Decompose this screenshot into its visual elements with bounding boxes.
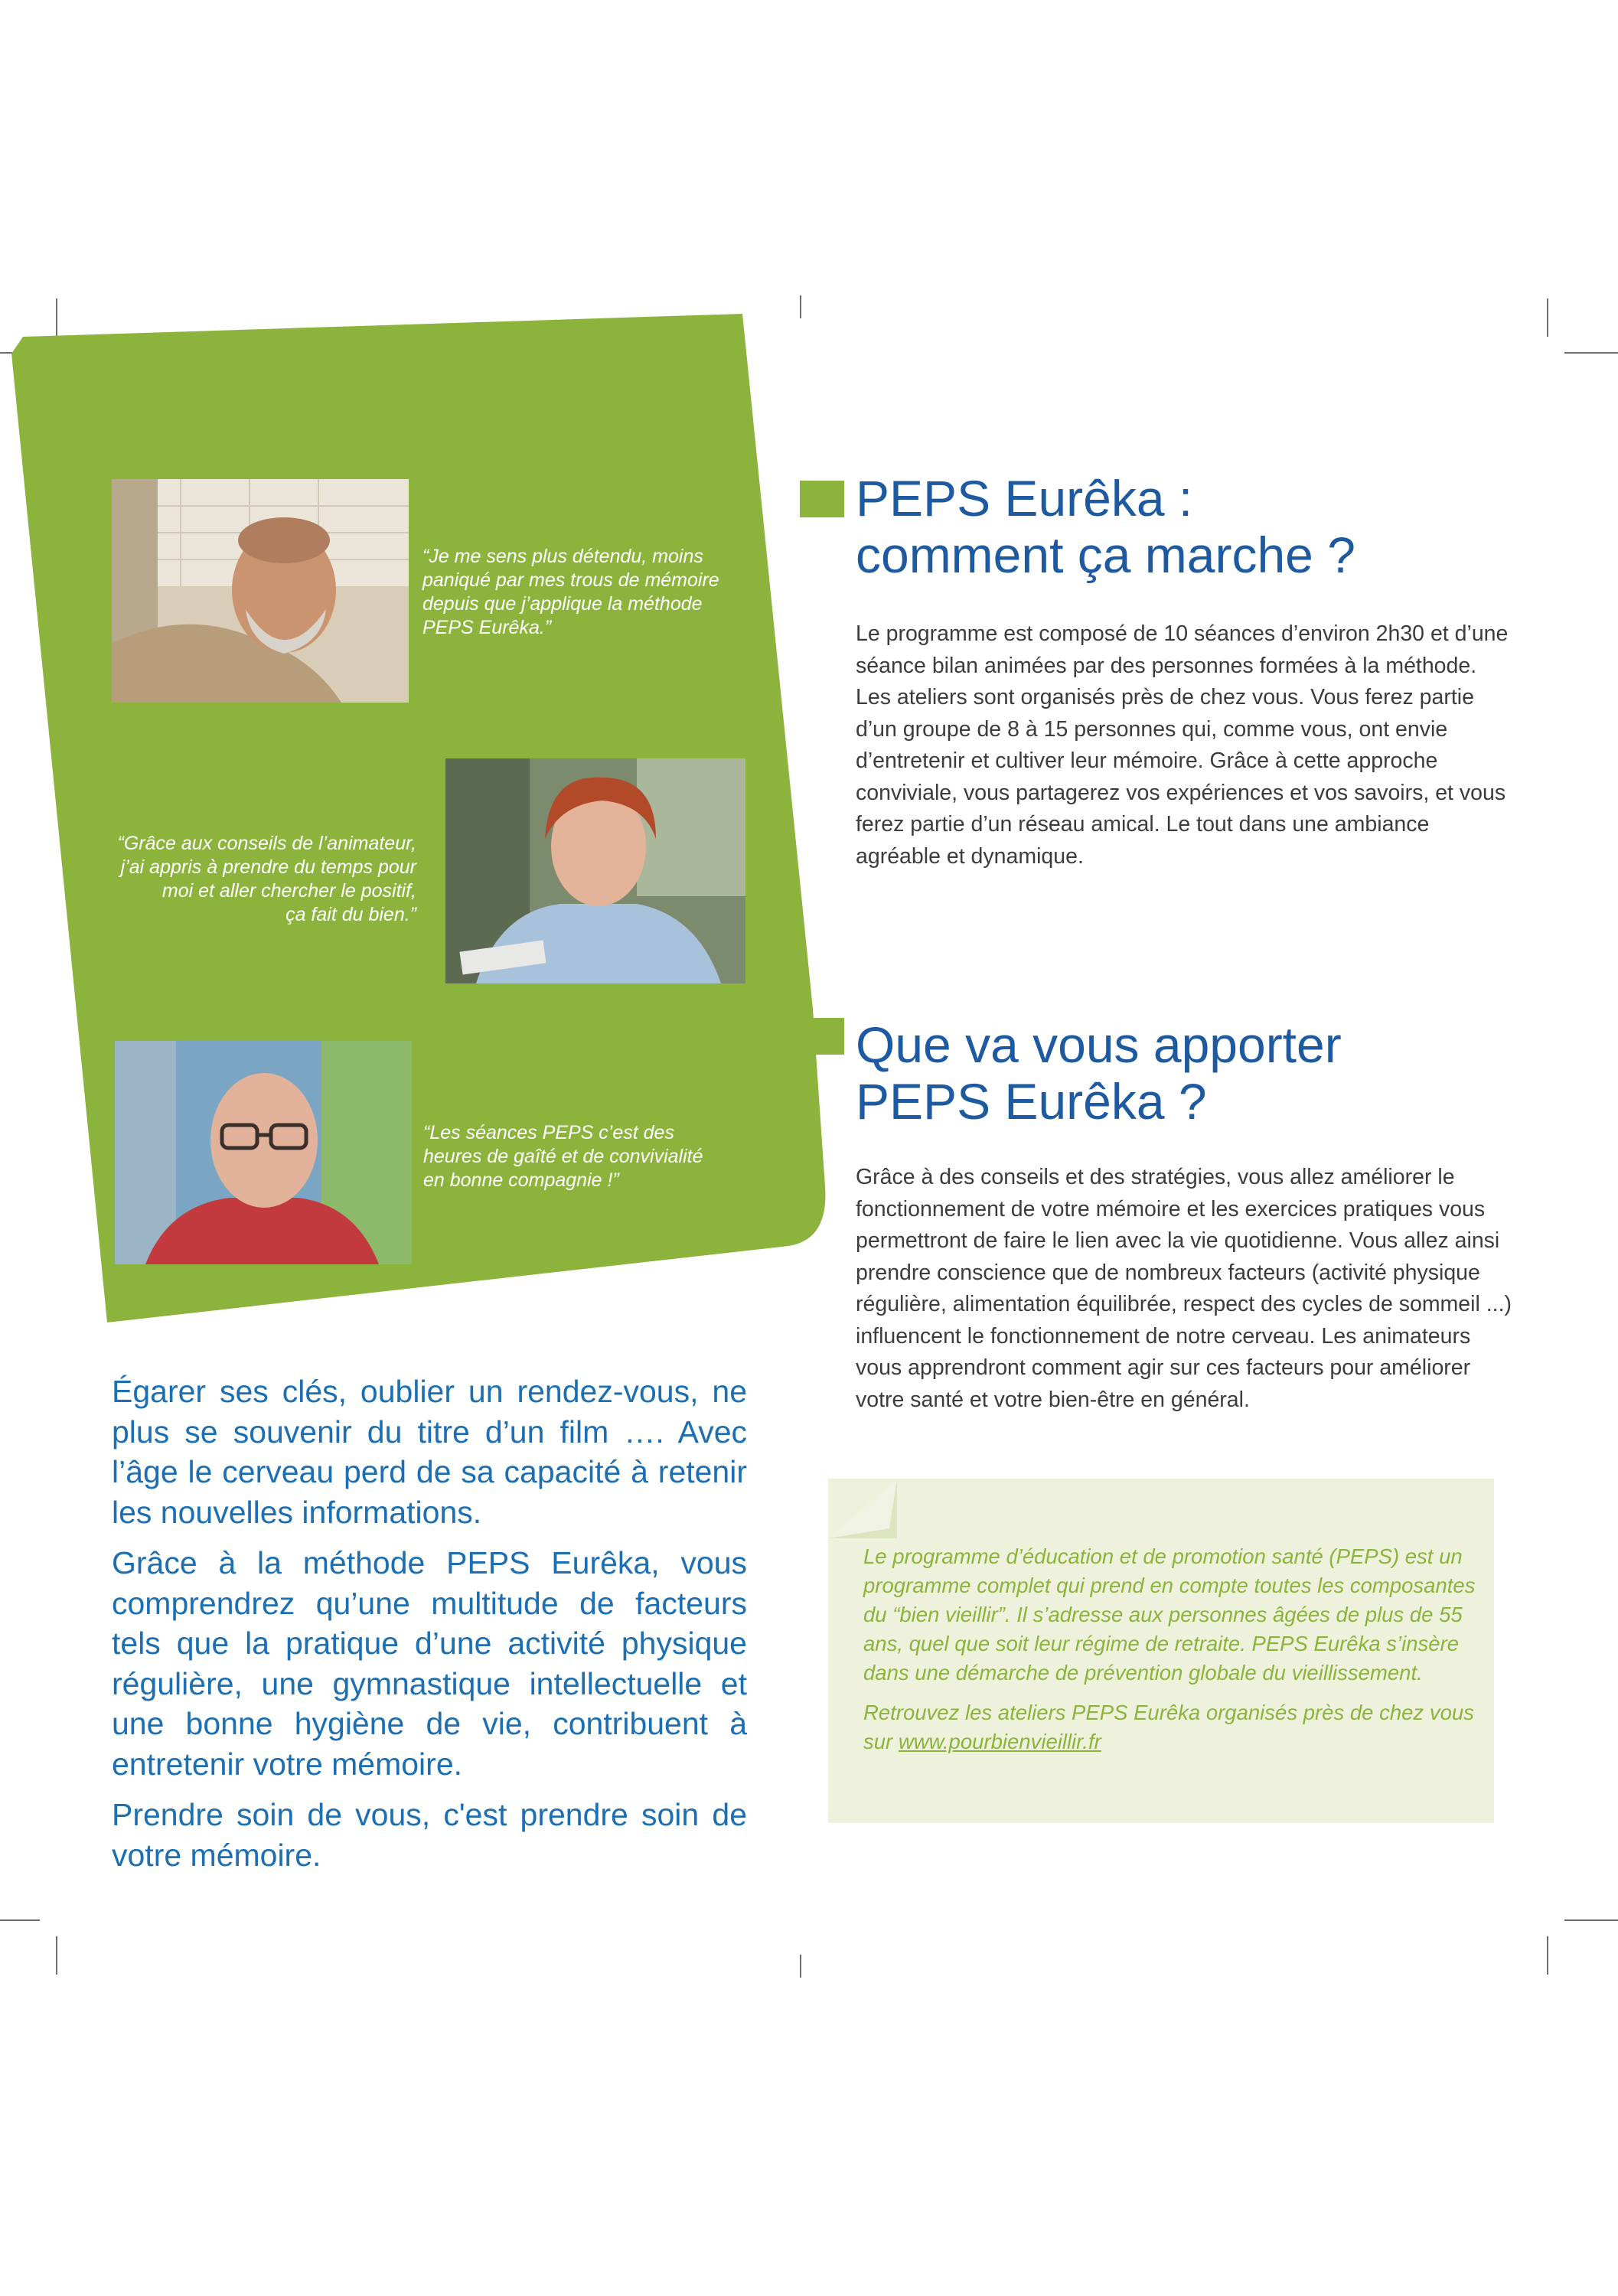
info-note-paragraph: Le programme d’éducation et de promotion santé (PEPS) est un programme complet qui prend en compte toutes les composantes du “bien vieillir”. Il s’adresse aux personnes âgées de plus de 55 ans, quel que soit leur régime de retraite. PEPS Eurêka s’insère dans une démarche de prévention globale du vieillissement. — [863, 1544, 1476, 1684]
smiling-bearded-man-photo — [112, 479, 409, 703]
website-link[interactable]: www.pourbienvieillir.fr — [898, 1730, 1101, 1753]
testimonial-quote-2: “Grâce aux conseils de l’animateur, j’ai appris à prendre du temps pour moi et aller chercher le positif, ça fait du bien.” — [117, 833, 416, 925]
elderly-man-with-glasses-photo — [115, 1041, 412, 1264]
folded-corner-icon — [828, 1479, 897, 1540]
section-bullet-square — [800, 1018, 844, 1055]
intro-text — [112, 1371, 747, 1886]
info-note-text — [863, 1542, 1476, 1767]
intro-paragraph: Grâce à la méthode PEPS Eurêka, vous comprendrez qu’une multitude de facteurs tels que la pratique d’une activité physique régulière, une gymnastique intellectuelle et une bonne hygiène de vie, contribuent à entretenir votre mémoire. — [112, 1545, 747, 1782]
info-note-prefix: Retrouvez les ateliers PEPS Eurêka organisés près de chez vous sur — [863, 1701, 1474, 1753]
section-body-text: Grâce à des conseils et des stratégies, vous allez améliorer le fonctionnement de votre mémoire et les exercices pratiques vous permettront de faire le lien avec la vie quotidienne. Vous allez ainsi prendre conscience que de nombreux facteurs (activité physique régulière, alimentation équilibrée, respect des cycles de sommeil ...) influencent le fonctionnement de notre cerveau. Les animateurs vous apprendront comment agir sur ces facteurs pour améliorer votre santé et votre bien-être en général. — [856, 1165, 1512, 1412]
intro-paragraph: Prendre soin de vous, c'est prendre soin de votre mémoire. — [112, 1797, 747, 1873]
testimonial-quote-3: “Les séances PEPS c’est des heures de gaîté et de convivialité en bonne compagnie !” — [423, 1122, 703, 1191]
section-heading: PEPS Eurêka : comment ça marche ? — [856, 470, 1355, 583]
section-body-text: Le programme est composé de 10 séances d’environ 2h30 et d’une séance bilan animées par des personnes formées à la méthode. Les ateliers sont organisés près de chez vous. Vous ferez partie d’un groupe de 8 à 15 personnes qui, comme vous, ont envie d’entretenir et cultiver leur mémoire. Grâce à cette approche conviviale, vous partagerez vos expériences et vos savoirs, et vous ferez partie d’un réseau amical. Le tout dans une ambiance agréable et dynamique. — [856, 621, 1509, 869]
intro-paragraph: Égarer ses clés, oublier un rendez-vous, ne plus se souvenir du titre d’un film …. Avec l’âge le cerveau perd de sa capacité à retenir les nouvelles informations. — [112, 1374, 747, 1530]
testimonial-quote-1: “Je me sens plus détendu, moins paniqué par mes trous de mémoire depuis que j’applique la méthode PEPS Eurêka.” — [422, 546, 719, 638]
smiling-red-haired-woman-photo — [445, 758, 745, 983]
section-bullet-square — [800, 481, 844, 517]
info-note-paragraph — [863, 1698, 1476, 1756]
section-heading: Que va vous apporter PEPS Eurêka ? — [856, 1016, 1342, 1130]
